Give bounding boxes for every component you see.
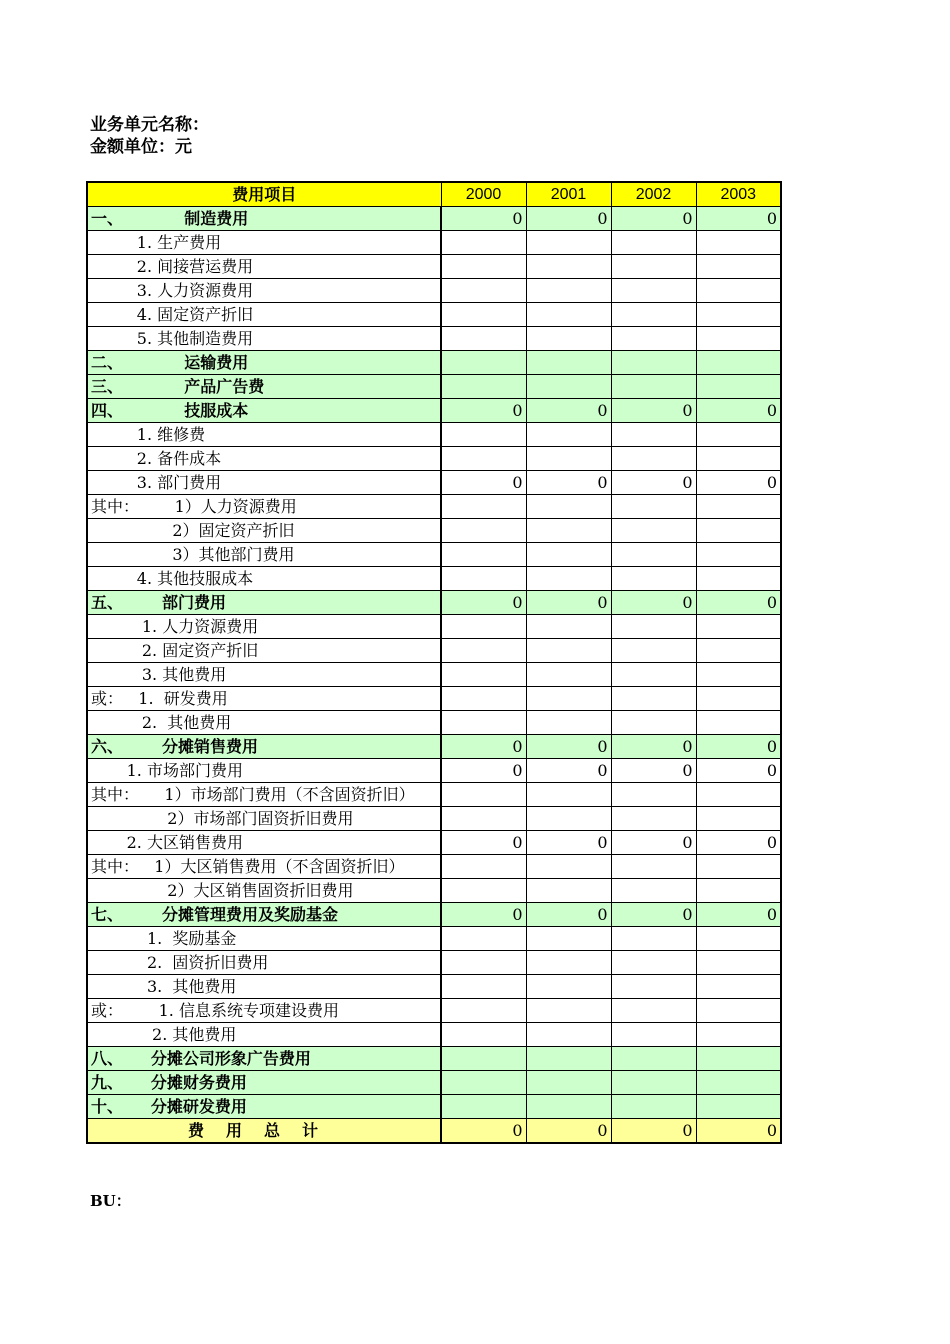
row-label: 其中： 1）人力资源费用	[87, 495, 441, 519]
table-row	[87, 471, 781, 495]
value-cell[interactable]	[696, 1047, 781, 1071]
value-cell[interactable]	[696, 255, 781, 279]
value-cell[interactable]	[611, 495, 696, 519]
row-label: 其中： 1）大区销售费用（不含固资折旧）	[87, 855, 441, 879]
value-cell[interactable]	[526, 519, 611, 543]
value-cell[interactable]	[696, 927, 781, 951]
row-label: 九、 分摊财务费用	[87, 1071, 441, 1095]
total-value-cell: 0	[441, 1119, 526, 1144]
value-cell[interactable]	[441, 231, 526, 255]
value-cell[interactable]: 0	[611, 903, 696, 927]
value-cell[interactable]: 0	[611, 591, 696, 615]
value-cell[interactable]	[611, 615, 696, 639]
value-cell[interactable]	[696, 999, 781, 1023]
section-row	[87, 207, 781, 231]
value-cell[interactable]: 0	[611, 207, 696, 231]
value-cell[interactable]	[526, 711, 611, 735]
value-cell[interactable]	[441, 783, 526, 807]
value-cell[interactable]	[441, 279, 526, 303]
value-cell[interactable]: 0	[526, 735, 611, 759]
section-row	[87, 351, 781, 375]
value-cell[interactable]	[526, 351, 611, 375]
value-cell[interactable]	[696, 279, 781, 303]
value-cell[interactable]	[611, 783, 696, 807]
value-cell[interactable]	[611, 855, 696, 879]
row-label: 4. 固定资产折旧	[87, 303, 441, 327]
value-cell[interactable]	[611, 879, 696, 903]
value-cell[interactable]	[526, 423, 611, 447]
bu-name-label: 业务单元名称：	[90, 115, 209, 135]
value-cell[interactable]: 0	[441, 591, 526, 615]
value-cell[interactable]: 0	[526, 471, 611, 495]
row-label: 4. 其他技服成本	[87, 567, 441, 591]
value-cell[interactable]	[611, 543, 696, 567]
value-cell[interactable]	[441, 567, 526, 591]
value-cell[interactable]	[526, 1095, 611, 1119]
value-cell[interactable]	[611, 687, 696, 711]
value-cell[interactable]: 0	[526, 207, 611, 231]
value-cell[interactable]: 0	[526, 591, 611, 615]
table-row	[87, 1023, 781, 1047]
value-cell[interactable]	[526, 807, 611, 831]
table-row	[87, 447, 781, 471]
value-cell[interactable]	[526, 687, 611, 711]
column-header: 2001	[526, 182, 611, 207]
section-row	[87, 399, 781, 423]
value-cell[interactable]	[526, 951, 611, 975]
value-cell[interactable]	[441, 711, 526, 735]
value-cell[interactable]: 0	[441, 471, 526, 495]
table-row	[87, 639, 781, 663]
value-cell[interactable]	[611, 1047, 696, 1071]
row-label: 3. 其他费用	[87, 975, 441, 999]
value-cell[interactable]	[611, 663, 696, 687]
table-row	[87, 303, 781, 327]
column-header: 2003	[696, 182, 781, 207]
table-row	[87, 975, 781, 999]
value-cell[interactable]	[441, 663, 526, 687]
table-row	[87, 231, 781, 255]
value-cell[interactable]	[441, 351, 526, 375]
row-label: 其中： 1）市场部门费用（不含固资折旧）	[87, 783, 441, 807]
value-cell[interactable]	[611, 519, 696, 543]
row-label: 五、 部门费用	[87, 591, 441, 615]
value-cell[interactable]: 0	[526, 759, 611, 783]
value-cell[interactable]: 0	[611, 399, 696, 423]
value-cell[interactable]	[526, 927, 611, 951]
value-cell[interactable]	[611, 639, 696, 663]
table-row	[87, 255, 781, 279]
table-row	[87, 519, 781, 543]
table-row	[87, 279, 781, 303]
table-row	[87, 687, 781, 711]
table-row	[87, 567, 781, 591]
value-cell[interactable]	[611, 1023, 696, 1047]
section-row	[87, 1071, 781, 1095]
value-cell[interactable]	[696, 1071, 781, 1095]
table-row	[87, 879, 781, 903]
row-label: 3. 部门费用	[87, 471, 441, 495]
value-cell[interactable]	[611, 231, 696, 255]
section-row	[87, 1095, 781, 1119]
table-row	[87, 759, 781, 783]
row-label: 十、 分摊研发费用	[87, 1095, 441, 1119]
value-cell[interactable]	[441, 327, 526, 351]
value-cell[interactable]	[611, 1071, 696, 1095]
row-label: 七、 分摊管理费用及奖励基金	[87, 903, 441, 927]
value-cell[interactable]	[441, 687, 526, 711]
value-cell[interactable]	[696, 687, 781, 711]
value-cell[interactable]: 0	[696, 831, 781, 855]
value-cell[interactable]	[526, 447, 611, 471]
expense-table	[86, 181, 782, 1144]
row-label: 1. 维修费	[87, 423, 441, 447]
table-row	[87, 711, 781, 735]
row-label: 1. 奖励基金	[87, 927, 441, 951]
value-cell[interactable]	[611, 279, 696, 303]
value-cell[interactable]	[611, 999, 696, 1023]
value-cell[interactable]	[526, 1071, 611, 1095]
value-cell[interactable]	[611, 375, 696, 399]
value-cell[interactable]	[441, 879, 526, 903]
value-cell[interactable]: 0	[611, 831, 696, 855]
value-cell[interactable]	[611, 303, 696, 327]
value-cell[interactable]	[526, 783, 611, 807]
value-cell[interactable]: 0	[441, 759, 526, 783]
value-cell[interactable]	[696, 639, 781, 663]
value-cell[interactable]	[611, 975, 696, 999]
value-cell[interactable]	[696, 231, 781, 255]
value-cell[interactable]	[526, 663, 611, 687]
value-cell[interactable]: 0	[611, 735, 696, 759]
value-cell[interactable]	[611, 327, 696, 351]
value-cell[interactable]	[526, 615, 611, 639]
row-label: 5. 其他制造费用	[87, 327, 441, 351]
row-label: 2. 其他费用	[87, 711, 441, 735]
column-header: 费用项目	[87, 182, 441, 207]
table-row	[87, 615, 781, 639]
value-cell[interactable]	[611, 951, 696, 975]
value-cell[interactable]	[696, 879, 781, 903]
value-cell[interactable]	[696, 1095, 781, 1119]
value-cell[interactable]	[611, 807, 696, 831]
value-cell[interactable]	[526, 1047, 611, 1071]
value-cell[interactable]	[696, 519, 781, 543]
value-cell[interactable]	[441, 999, 526, 1023]
value-cell[interactable]	[526, 855, 611, 879]
value-cell[interactable]	[696, 543, 781, 567]
value-cell[interactable]: 0	[441, 399, 526, 423]
row-label: 2. 大区销售费用	[87, 831, 441, 855]
value-cell[interactable]: 0	[696, 903, 781, 927]
value-cell[interactable]	[696, 975, 781, 999]
value-cell[interactable]	[611, 1095, 696, 1119]
row-label: 1. 人力资源费用	[87, 615, 441, 639]
row-label: 2. 备件成本	[87, 447, 441, 471]
row-label: 2. 固资折旧费用	[87, 951, 441, 975]
value-cell[interactable]	[696, 807, 781, 831]
value-cell[interactable]	[611, 927, 696, 951]
table-row	[87, 663, 781, 687]
value-cell[interactable]: 0	[441, 207, 526, 231]
value-cell[interactable]	[526, 279, 611, 303]
value-cell[interactable]	[526, 975, 611, 999]
table-row	[87, 999, 781, 1023]
value-cell[interactable]	[611, 567, 696, 591]
row-label: 或： 1. 信息系统专项建设费用	[87, 999, 441, 1023]
value-cell[interactable]	[696, 783, 781, 807]
value-cell[interactable]	[611, 351, 696, 375]
value-cell[interactable]: 0	[441, 735, 526, 759]
footer-bu-label: BU：	[90, 1192, 131, 1210]
amount-unit-label: 金额单位：元	[90, 137, 192, 157]
value-cell[interactable]	[696, 303, 781, 327]
value-cell[interactable]	[441, 1071, 526, 1095]
value-cell[interactable]	[441, 519, 526, 543]
value-cell[interactable]: 0	[526, 903, 611, 927]
value-cell[interactable]	[526, 327, 611, 351]
value-cell[interactable]	[441, 975, 526, 999]
value-cell[interactable]: 0	[696, 399, 781, 423]
section-row	[87, 735, 781, 759]
value-cell[interactable]	[526, 303, 611, 327]
total-label: 费用总计	[87, 1119, 441, 1144]
value-cell[interactable]	[441, 447, 526, 471]
value-cell[interactable]: 0	[441, 831, 526, 855]
row-label: 二、 运输费用	[87, 351, 441, 375]
value-cell[interactable]: 0	[696, 735, 781, 759]
row-label: 四、 技服成本	[87, 399, 441, 423]
table-row	[87, 951, 781, 975]
row-label: 三、 产品广告费	[87, 375, 441, 399]
value-cell[interactable]	[441, 1095, 526, 1119]
total-value-cell: 0	[611, 1119, 696, 1144]
value-cell[interactable]: 0	[441, 903, 526, 927]
table-row	[87, 855, 781, 879]
row-label: 一、 制造费用	[87, 207, 441, 231]
value-cell[interactable]	[441, 1047, 526, 1071]
value-cell[interactable]: 0	[696, 591, 781, 615]
section-row	[87, 903, 781, 927]
value-cell[interactable]	[696, 663, 781, 687]
section-row	[87, 1047, 781, 1071]
row-label: 1. 生产费用	[87, 231, 441, 255]
value-cell[interactable]: 0	[526, 831, 611, 855]
total-value-cell: 0	[696, 1119, 781, 1144]
value-cell[interactable]	[696, 423, 781, 447]
value-cell[interactable]	[526, 255, 611, 279]
table-row	[87, 495, 781, 519]
value-cell[interactable]: 0	[696, 471, 781, 495]
value-cell[interactable]	[441, 255, 526, 279]
value-cell[interactable]	[696, 855, 781, 879]
value-cell[interactable]: 0	[611, 759, 696, 783]
value-cell[interactable]	[441, 951, 526, 975]
row-label: 2）固定资产折旧	[87, 519, 441, 543]
row-label: 八、 分摊公司形象广告费用	[87, 1047, 441, 1071]
value-cell[interactable]: 0	[696, 207, 781, 231]
column-header: 2002	[611, 182, 696, 207]
value-cell[interactable]	[696, 951, 781, 975]
table-row	[87, 831, 781, 855]
value-cell[interactable]	[611, 423, 696, 447]
total-row	[87, 1119, 781, 1144]
value-cell[interactable]	[696, 351, 781, 375]
value-cell[interactable]	[611, 255, 696, 279]
value-cell[interactable]	[526, 543, 611, 567]
value-cell[interactable]	[696, 1023, 781, 1047]
row-label: 2）大区销售固资折旧费用	[87, 879, 441, 903]
value-cell[interactable]	[611, 447, 696, 471]
value-cell[interactable]	[526, 567, 611, 591]
value-cell[interactable]	[696, 567, 781, 591]
value-cell[interactable]	[526, 1023, 611, 1047]
value-cell[interactable]	[441, 807, 526, 831]
value-cell[interactable]	[611, 711, 696, 735]
value-cell[interactable]	[441, 303, 526, 327]
value-cell[interactable]	[441, 639, 526, 663]
row-label: 或： 1. 研发费用	[87, 687, 441, 711]
row-label: 3）其他部门费用	[87, 543, 441, 567]
row-label: 2. 间接营运费用	[87, 255, 441, 279]
row-label: 3. 其他费用	[87, 663, 441, 687]
value-cell[interactable]	[526, 639, 611, 663]
value-cell[interactable]	[696, 327, 781, 351]
table-row	[87, 927, 781, 951]
value-cell[interactable]	[526, 231, 611, 255]
value-cell[interactable]	[696, 495, 781, 519]
value-cell[interactable]	[526, 879, 611, 903]
value-cell[interactable]	[441, 543, 526, 567]
value-cell[interactable]	[526, 999, 611, 1023]
value-cell[interactable]	[526, 375, 611, 399]
value-cell[interactable]	[441, 1023, 526, 1047]
value-cell[interactable]: 0	[526, 399, 611, 423]
table-row	[87, 423, 781, 447]
value-cell[interactable]	[696, 447, 781, 471]
value-cell[interactable]	[441, 423, 526, 447]
table-header-row	[87, 182, 781, 207]
row-label: 2. 固定资产折旧	[87, 639, 441, 663]
value-cell[interactable]	[441, 927, 526, 951]
value-cell[interactable]	[526, 495, 611, 519]
value-cell[interactable]	[441, 375, 526, 399]
value-cell[interactable]	[696, 375, 781, 399]
value-cell[interactable]	[441, 855, 526, 879]
table-row	[87, 543, 781, 567]
value-cell[interactable]	[696, 711, 781, 735]
section-row	[87, 375, 781, 399]
value-cell[interactable]: 0	[611, 471, 696, 495]
value-cell[interactable]	[696, 615, 781, 639]
row-label: 2）市场部门固资折旧费用	[87, 807, 441, 831]
row-label: 3. 人力资源费用	[87, 279, 441, 303]
value-cell[interactable]	[441, 615, 526, 639]
value-cell[interactable]	[441, 495, 526, 519]
section-row	[87, 591, 781, 615]
row-label: 六、 分摊销售费用	[87, 735, 441, 759]
column-header: 2000	[441, 182, 526, 207]
total-value-cell: 0	[526, 1119, 611, 1144]
row-label: 1. 市场部门费用	[87, 759, 441, 783]
table-row	[87, 807, 781, 831]
table-row	[87, 327, 781, 351]
value-cell[interactable]: 0	[696, 759, 781, 783]
row-label: 2. 其他费用	[87, 1023, 441, 1047]
table-row	[87, 783, 781, 807]
